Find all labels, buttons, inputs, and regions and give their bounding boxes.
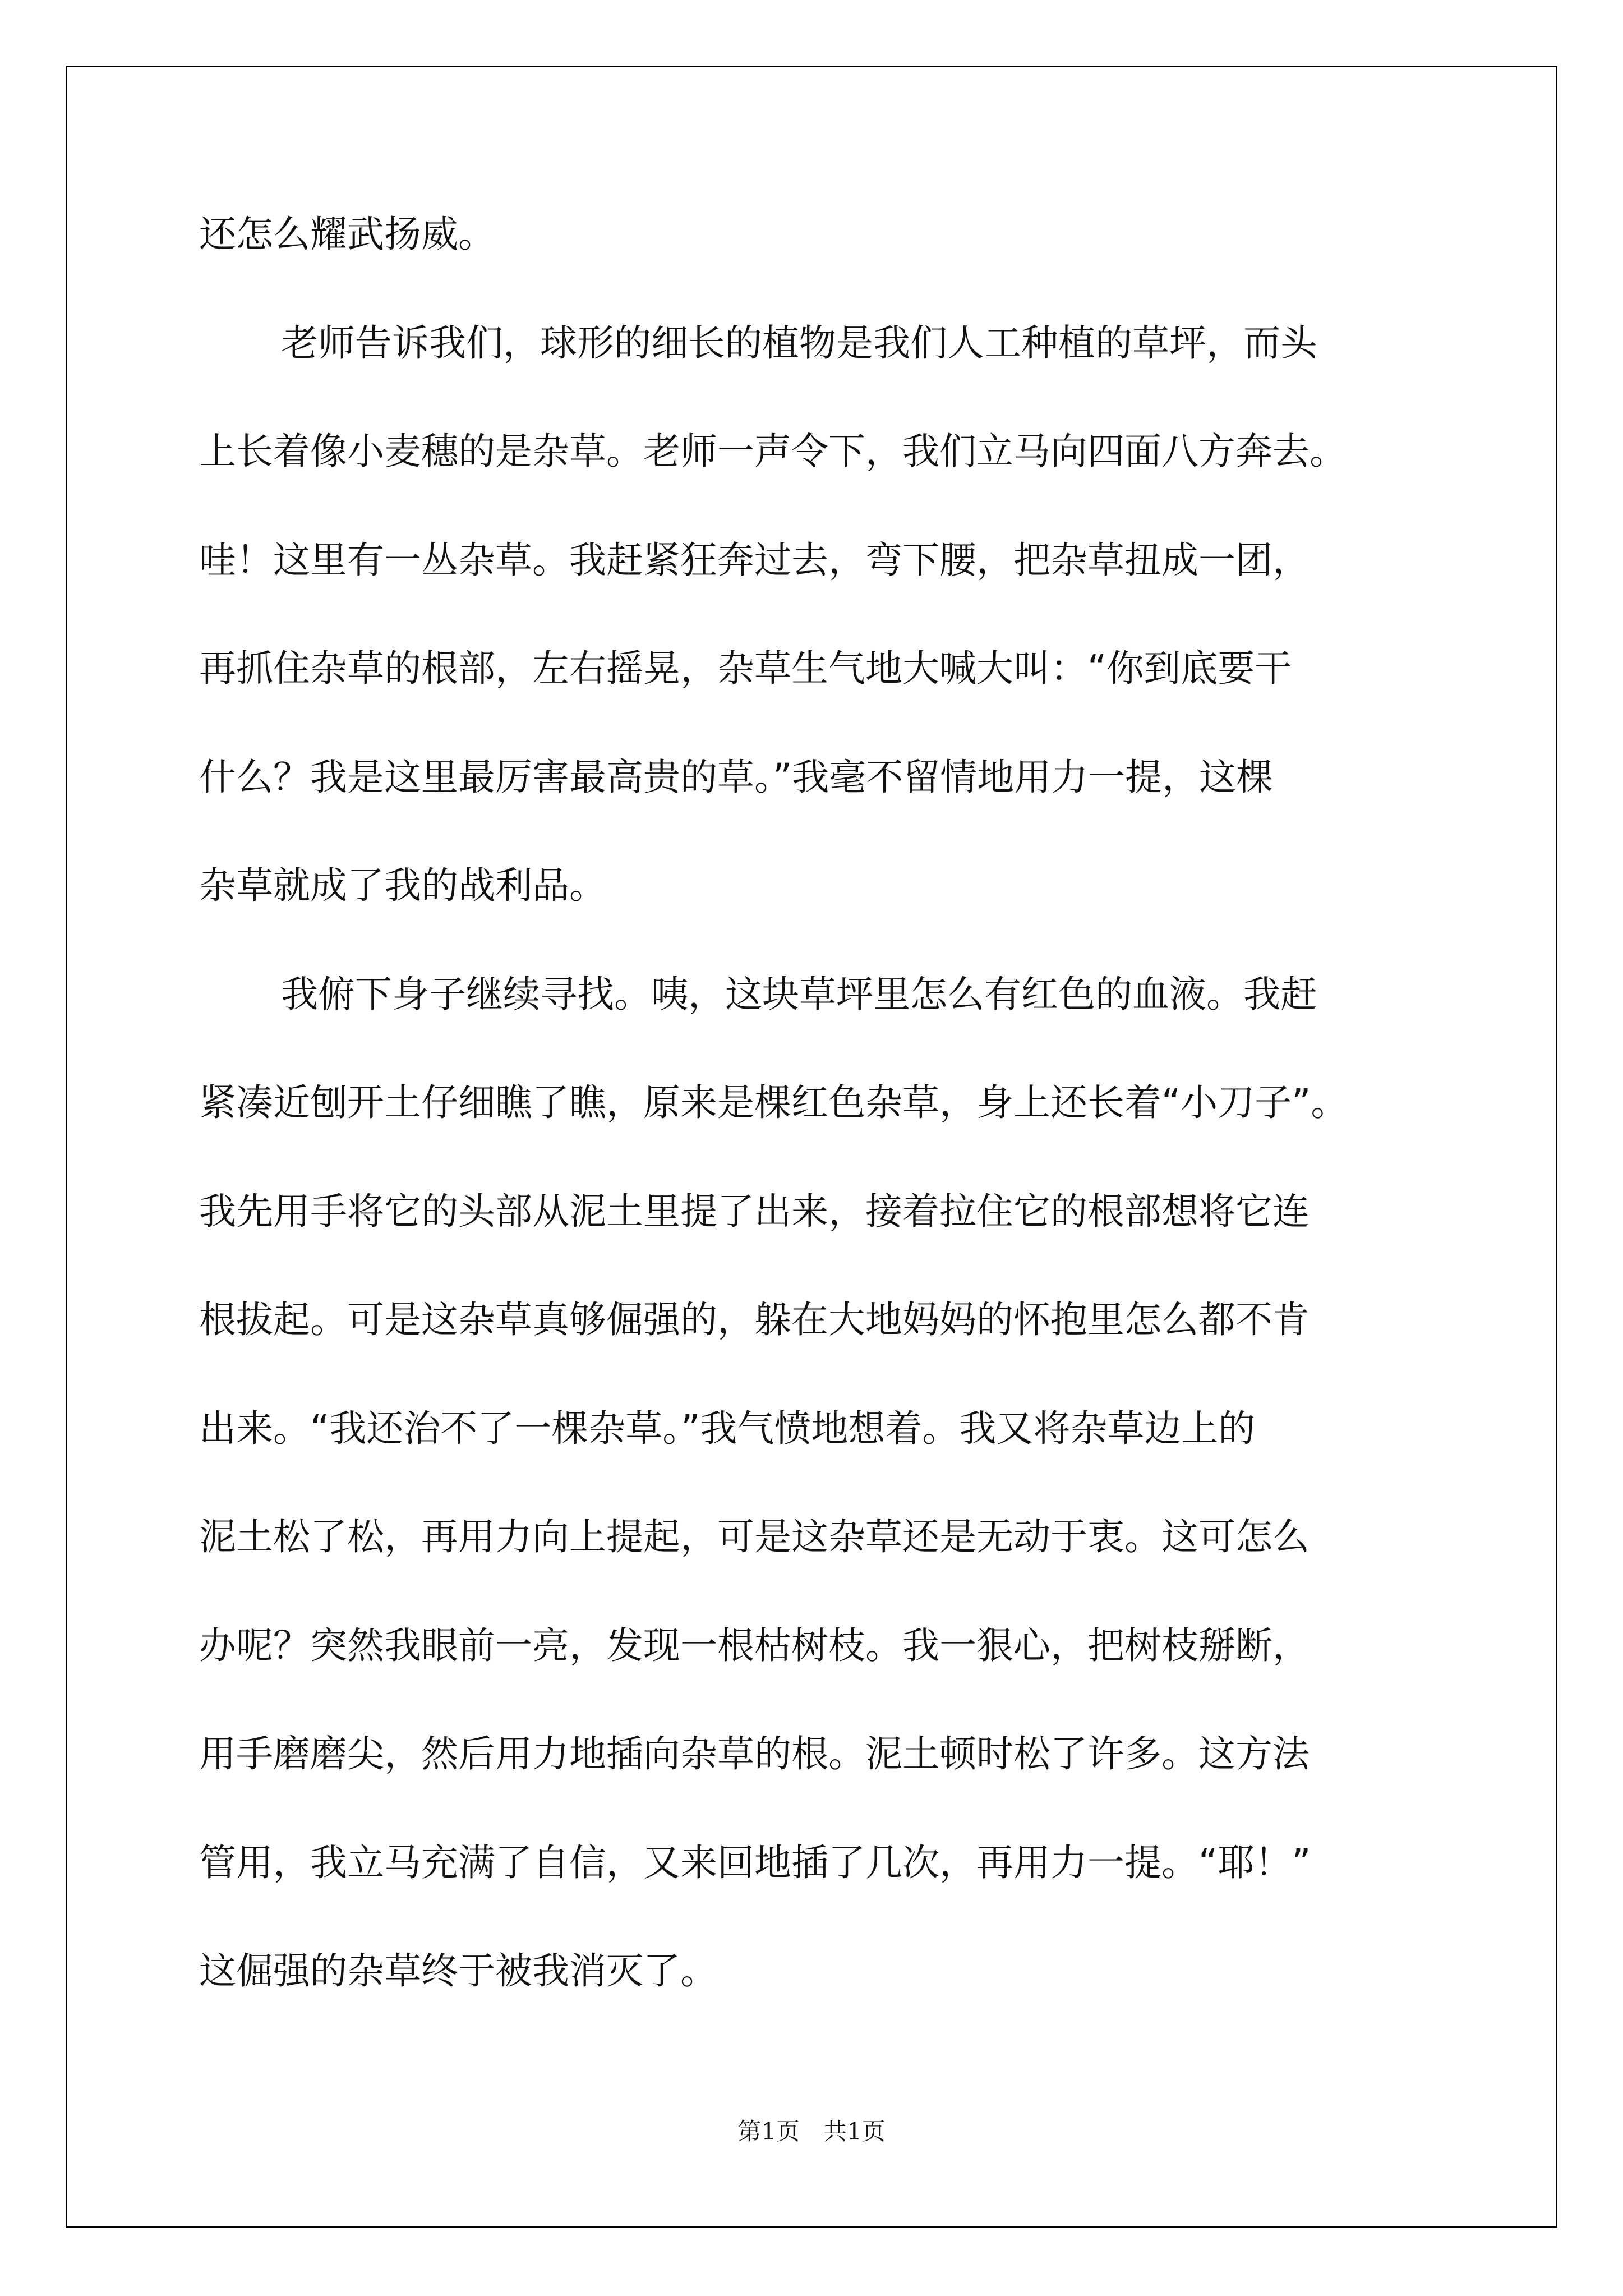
- text-line: 办呢？突然我眼前一亮，发现一根枯树枝。我一狠心，把树枝掰断，: [199, 1624, 1310, 1667]
- text-line: 管用，我立马充满了自信，又来回地插了几次，再用力一提。“耶！”: [199, 1841, 1311, 1884]
- text-line: 根拔起。可是这杂草真够倔强的，躲在大地妈妈的怀抱里怎么都不肯: [199, 1298, 1310, 1341]
- text-line: 泥土松了松，再用力向上提起，可是这杂草还是无动于衷。这可怎么: [199, 1515, 1310, 1558]
- paragraph-first-line: 老师告诉我们，球形的细长的植物是我们人工种植的草坪，而头: [281, 321, 1317, 365]
- text-line: 紧凑近刨开土仔细瞧了瞧，原来是棵红色杂草，身上还长着“小刀子”。: [199, 1081, 1348, 1124]
- text-line: 什么？我是这里最厉害最高贵的草。”我毫不留情地用力一提，这棵: [199, 756, 1274, 799]
- text-line: 出来。“我还治不了一棵杂草。”我气愤地想着。我又将杂草边上的: [199, 1407, 1256, 1450]
- text-line: 哇！这里有一丛杂草。我赶紧狂奔过去，弯下腰，把杂草扭成一团，: [199, 539, 1310, 582]
- text-line: 我先用手将它的头部从泥土里提了出来，接着拉住它的根部想将它连: [199, 1190, 1310, 1233]
- text-line: 再抓住杂草的根部，左右摇晃，杂草生气地大喊大叫：“你到底要干: [199, 647, 1292, 690]
- page-border: [66, 66, 1557, 2228]
- page-footer: 第1页 共1页: [737, 2118, 886, 2145]
- text-line: 上长着像小麦穗的是杂草。老师一声令下，我们立马向四面八方奔去。: [199, 430, 1347, 473]
- text-line: 杂草就成了我的战利品。: [199, 864, 606, 907]
- text-line: 这倔强的杂草终于被我消灭了。: [199, 1949, 717, 1993]
- paragraph-first-line: 我俯下身子继续寻找。咦，这块草坪里怎么有红色的血液。我赶: [281, 973, 1317, 1016]
- text-line: 用手磨磨尖，然后用力地插向杂草的根。泥土顿时松了许多。这方法: [199, 1732, 1310, 1775]
- text-line: 还怎么耀武扬威。: [199, 213, 495, 256]
